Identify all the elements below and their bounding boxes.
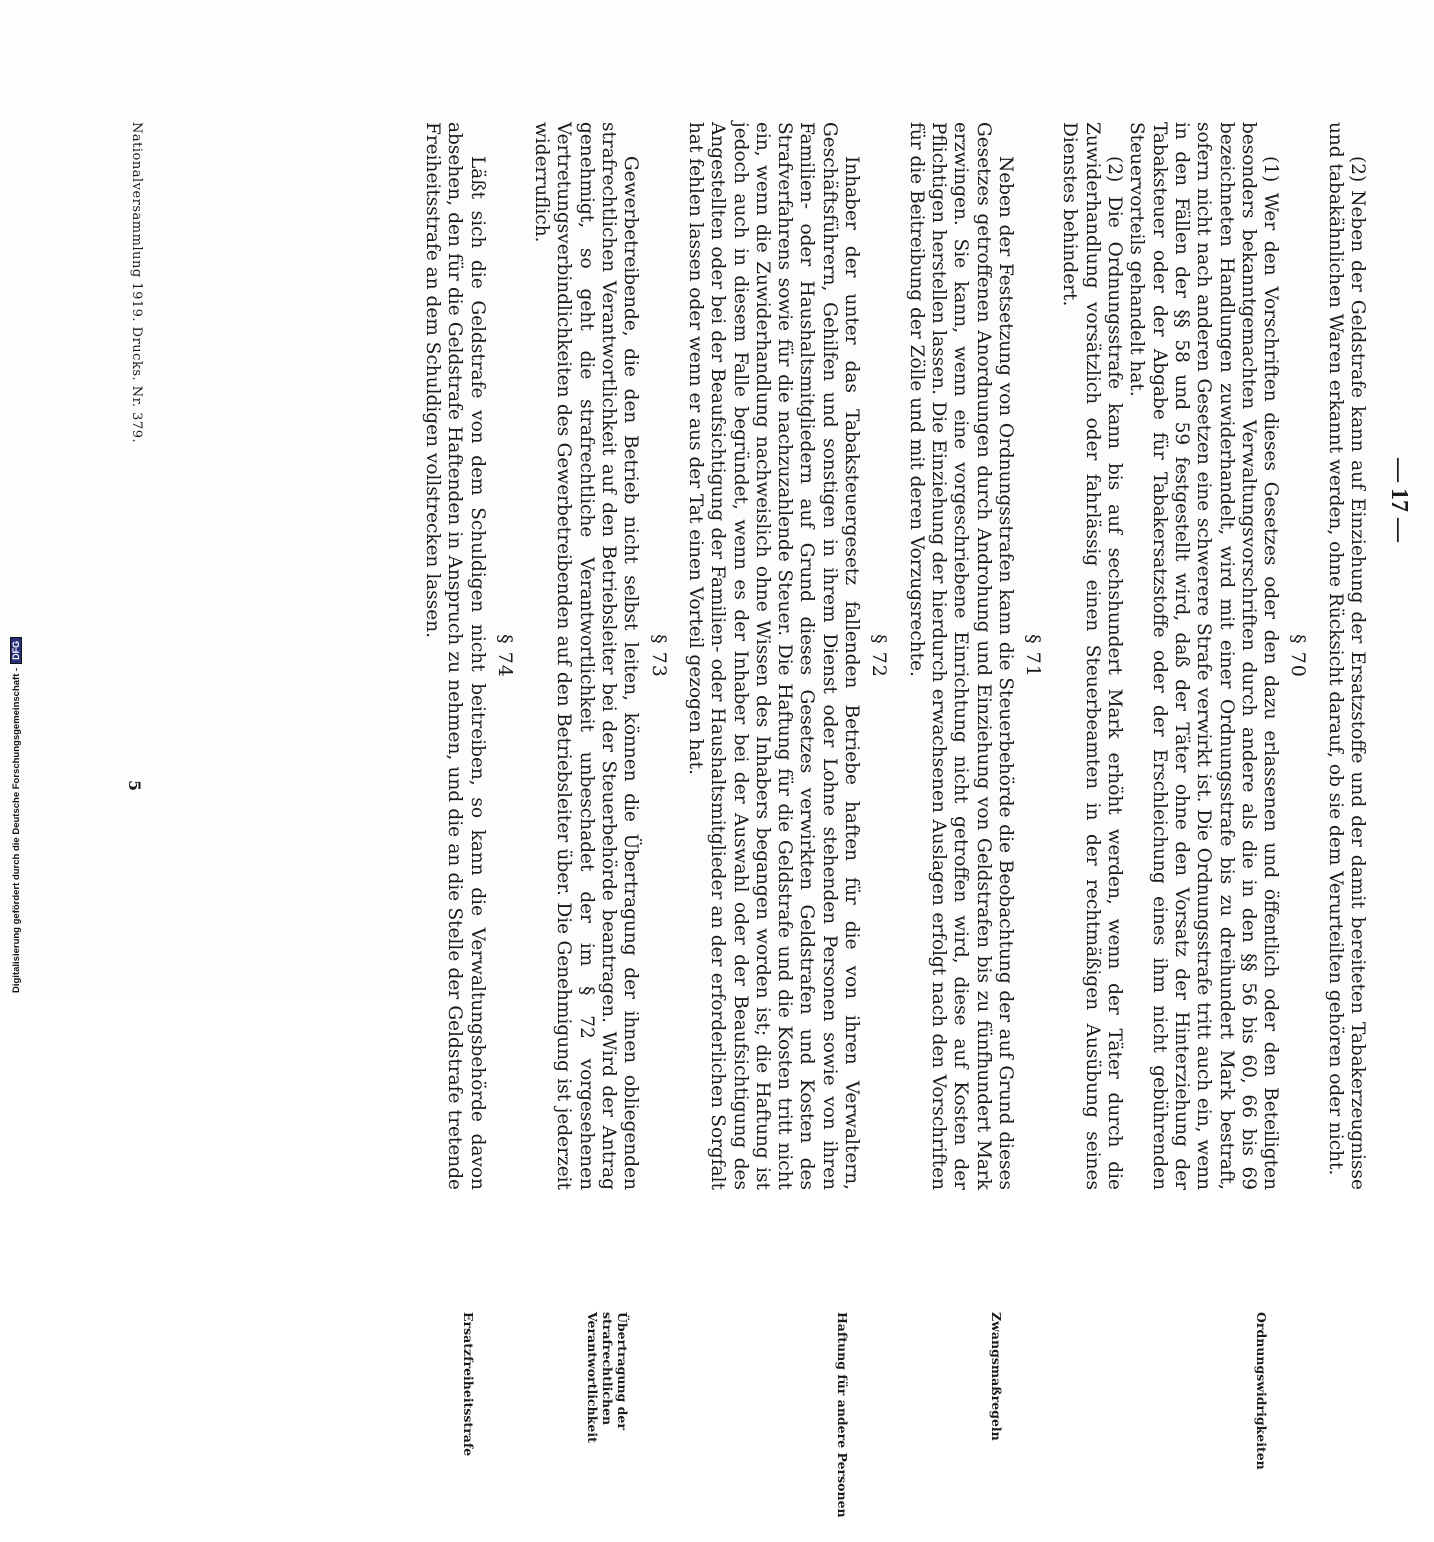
dfg-logo: DFG (10, 637, 22, 664)
page-header (1374, 0, 1434, 1000)
margin-note: Ersatzfreiheitsstrafe (460, 1312, 476, 1457)
paragraph: Läßt sich die Geldstrafe von dem Schuldigen nicht beitreiben, so kann die Verwaltungsbehörde davon absehen, den für die Geldstrafe Haftenden in Anspruch zu nehmen, und die an die Stelle der Geldstrafe tretende Freiheitsstrafe an dem Schuldigen vollstrecken lassen. (422, 122, 488, 1190)
margin-note: Übertragung der strafrechtlichen Verantwortlichkeit (584, 1312, 630, 1443)
paragraph: Inhaber der unter das Tabaksteuergesetz fallenden Betriebe haften für die von ihren Verwaltern, Geschäftsführern, Gehilfen und sonstigen in ihrem Dienst oder Lohne stehenden Personen sowie von ihren Familien- oder Haushaltsmitgliedern auf Grund dieses Gesetzes verwirkten Geldstrafen und Kosten des Strafverfahrens sowie für die nachzuzahlende Steuer. Die Haftung für die Geldstrafe und die Kosten tritt nicht ein, wenn die Zuwiderhandlung nachweislich ohne Wissen des Inhabers begangen worden ist; die Haftung ist jedoch auch in diesem Falle begründet, wenn es der Inhaber bei der Auswahl oder der Beaufsichtigung des Angestellten oder bei der Beaufsichtigung der Familien- oder Haushaltsmitglieder an der erforderlichen Sorgfalt hat fehlen lassen oder wenn er aus der Tat einen Vorteil gezogen hat. (684, 122, 863, 1190)
paragraph: (1) Wer den Vorschriften dieses Gesetzes oder den dazu erlassenen und öffentlich oder den Beteiligten besonders bekanntgemachten Verwaltungsvorschriften durch andere als die in den §§ 56 bis 60, 66 bis 69 bezeichneten Handlungen zuwiderhandelt, wird mit einer Ordnungsstrafe bis zu dreihundert Mark bestraft, sofern nicht nach anderen Gesetzen eine schwerere Strafe verwirkt ist. Die Ordnungsstrafe tritt auch ein, wenn in den Fällen der §§ 58 und 59 festgestellt wird, daß der Täter ohne den Vorsatz der Hinterziehung der Tabaksteuer oder der Abgabe für Tabakersatzstoffe oder der Erschleichung eines ihm nicht gebührenden Steuervorteils gehandelt hat. (1126, 122, 1282, 1190)
credit-text: Digitalisierung gefördert durch die Deutsche Forschungsgemeinschaft - (11, 667, 22, 993)
section-heading: § 74 (493, 634, 516, 678)
section-74 (421, 122, 516, 1457)
page-number: — 17 — (1386, 458, 1412, 542)
margin-note: Zwangsmaßregeln (989, 1312, 1005, 1441)
signature-mark: 5 (125, 780, 144, 792)
section-70 (1058, 122, 1310, 1470)
section-heading: § 71 (1022, 634, 1045, 678)
digitization-credit (10, 637, 22, 993)
paragraph: Gewerbetreibende, die den Betrieb nicht selbst leiten, können die Übertragung der ihnen obliegenden strafrechtlichen Verantwortlichkeit auf den Betriebsleiter bei der Steuerbehörde beantragen. Wird der Antrag genehmigt, so geht die strafrechtliche Verantwortlichkeit unbeschadet der im § 72 vorgesehenen Vertretungsverbindlichkeiten des Gewerbetreibenden auf den Betriebsleiter über. Die Genehmigung ist jederzeit widerruflich. (531, 122, 642, 1190)
paragraph: (2) Die Ordnungsstrafe kann bis auf sechshundert Mark erhöht werden, wenn der Täter durch die Zuwiderhandlung vorsätzlich oder fahrlässig einen Steuerbeamten in der rechtmäßigen Ausübung seines Dienstes behindert. (1059, 122, 1126, 1190)
print-reference: Nationalversammlung 1919. Drucks. Nr. 379. (129, 122, 144, 444)
section-72 (684, 122, 891, 1518)
section-heading: § 70 (1287, 634, 1310, 678)
document-body (421, 122, 1368, 1518)
section-heading: § 73 (647, 634, 670, 678)
paragraph: Neben der Festsetzung von Ordnungsstrafen kann die Steuerbehörde die Beobachtung der auf Grund dieses Gesetzes getroffenen Anordnungen durch Androhung und Einziehung von Geldstrafen bis zu fünfhundert Mark erzwingen. Sie kann, wenn eine vorgeschriebene Einrichtung nicht getroffen wird, diese auf Kosten der Pflichtigen herstellen lassen. Die Einziehung der hierdurch erwachsenen Auslagen erfolgt nach den Vorschriften für die Beitreibung der Zölle und mit deren Vorzugsrechte. (905, 122, 1016, 1190)
margin-note: Haftung für andere Personen (835, 1312, 851, 1518)
section-71 (904, 122, 1045, 1441)
section-intro (1323, 122, 1368, 1190)
paragraph: (2) Neben der Geldstrafe kann auf Einziehung der Ersatzstoffe und der damit bereiteten Tabakerzeugnisse und tabakähnlichen Waren erkannt werden, ohne Rücksicht darauf, ob sie dem Verurteilten gehören oder nicht. (1324, 122, 1368, 1190)
section-heading: § 72 (868, 634, 891, 678)
section-73 (530, 122, 670, 1443)
margin-note: Ordnungswidrigkeiten (1254, 1312, 1270, 1470)
